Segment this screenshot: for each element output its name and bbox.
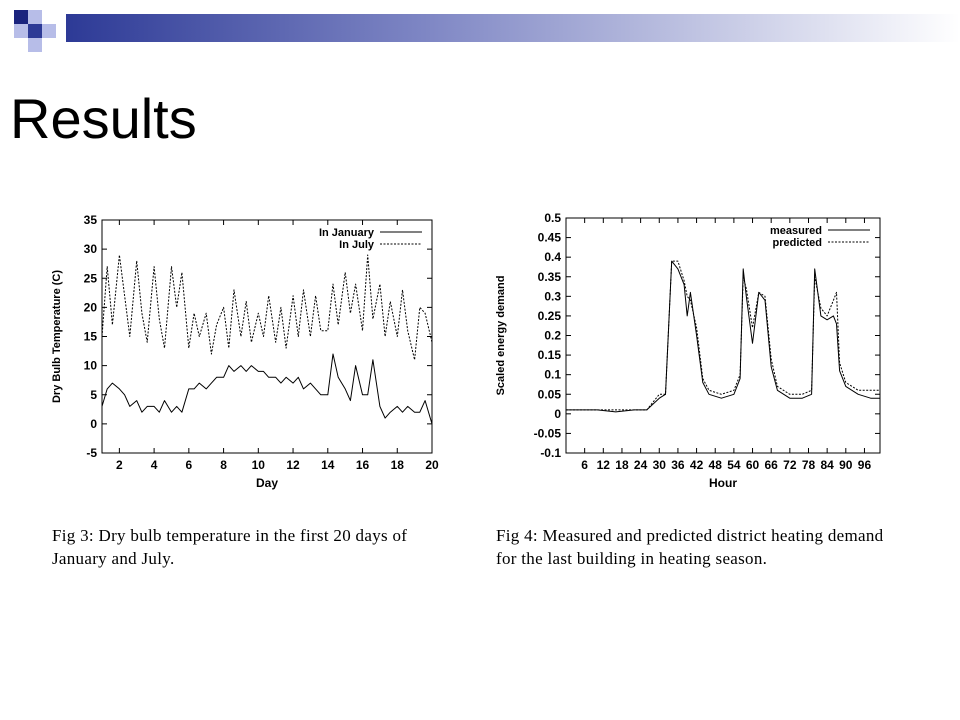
x-tick-label: 6 (185, 458, 193, 472)
y-tick-label: -0.1 (540, 446, 561, 460)
decor-square-dark-2 (28, 24, 42, 38)
x-tick-label: 12 (286, 458, 300, 472)
y-tick-label: 25 (83, 271, 97, 286)
y-tick-label: 0.45 (537, 230, 561, 245)
y-tick-label: 30 (83, 242, 97, 257)
legend-label: In July (339, 239, 374, 251)
x-tick-label: 54 (727, 458, 741, 472)
y-tick-label: 10 (83, 358, 97, 373)
x-tick-label: 24 (633, 458, 648, 472)
decor-square-light-1 (28, 10, 42, 24)
y-axis-label: Dry Bulb Temperature (C) (51, 269, 63, 404)
header-gradient-bar (66, 14, 960, 42)
y-tick-label: 0.2 (544, 328, 561, 343)
y-tick-label: -5 (86, 446, 97, 460)
x-tick-label: 16 (355, 458, 370, 472)
figure3-caption: Fig 3: Dry bulb temperature in the first 20 days of January and July. (52, 526, 408, 568)
x-tick-label: 48 (708, 458, 722, 472)
y-axis-label: Scaled energy demand (495, 275, 507, 396)
x-tick-label: 4 (150, 458, 158, 472)
y-tick-label: 5 (90, 387, 97, 402)
y-tick-label: 0.4 (544, 250, 561, 265)
y-tick-label: 0.05 (537, 387, 561, 402)
x-tick-label: 78 (801, 458, 816, 472)
x-axis-label: Day (255, 476, 279, 490)
x-tick-label: 20 (425, 458, 439, 472)
plot-frame (102, 220, 432, 453)
y-tick-label: 20 (83, 300, 97, 315)
x-tick-label: 96 (857, 458, 872, 472)
decor-square-light-3 (42, 24, 56, 38)
decor-square-dark-1 (14, 10, 28, 24)
x-tick-label: 30 (652, 458, 666, 472)
y-tick-label: 35 (83, 213, 97, 227)
x-tick-label: 60 (745, 458, 760, 472)
x-tick-label: 10 (251, 458, 265, 472)
y-tick-label: 0.5 (544, 211, 561, 225)
x-tick-label: 90 (839, 458, 853, 472)
y-tick-label: 0.25 (537, 308, 561, 323)
x-tick-label: 6 (581, 458, 588, 472)
figure4-caption: Fig 4: Measured and predicted district heating demand for the last building in heating season. (496, 526, 884, 568)
x-axis-label: Hour (709, 476, 737, 490)
y-tick-label: 15 (83, 329, 97, 344)
legend-label: measured (770, 225, 822, 237)
y-tick-label: 0.3 (544, 289, 561, 304)
legend-label: predicted (772, 237, 822, 249)
y-tick-label: 0.1 (544, 367, 561, 382)
chart-dry-bulb-temperature (40, 210, 450, 505)
y-tick-label: 0.15 (537, 348, 561, 363)
x-tick-label: 42 (689, 458, 704, 472)
series-line-measured (566, 261, 880, 412)
x-tick-label: 18 (390, 458, 404, 472)
x-tick-label: 72 (783, 458, 797, 472)
x-tick-label: 2 (116, 458, 123, 472)
chart-energy-demand (488, 208, 898, 498)
decor-square-light-4 (28, 38, 42, 52)
x-tick-label: 8 (220, 458, 227, 472)
plot-frame (566, 218, 880, 453)
series-line-in-july (102, 255, 432, 360)
series-line-in-january (102, 354, 432, 424)
x-tick-label: 84 (820, 458, 834, 472)
series-line-predicted (566, 261, 880, 410)
y-tick-label: 0 (90, 416, 97, 431)
y-tick-label: -0.05 (533, 426, 561, 441)
x-tick-label: 12 (596, 458, 610, 472)
y-tick-label: 0 (554, 406, 561, 421)
x-tick-label: 36 (671, 458, 685, 472)
slide-title: Results (10, 87, 197, 150)
x-tick-label: 14 (321, 458, 335, 472)
x-tick-label: 18 (615, 458, 629, 472)
decor-square-light-2 (14, 24, 28, 38)
x-tick-label: 66 (764, 458, 778, 472)
legend-label: In January (318, 227, 374, 239)
y-tick-label: 0.35 (537, 269, 561, 284)
